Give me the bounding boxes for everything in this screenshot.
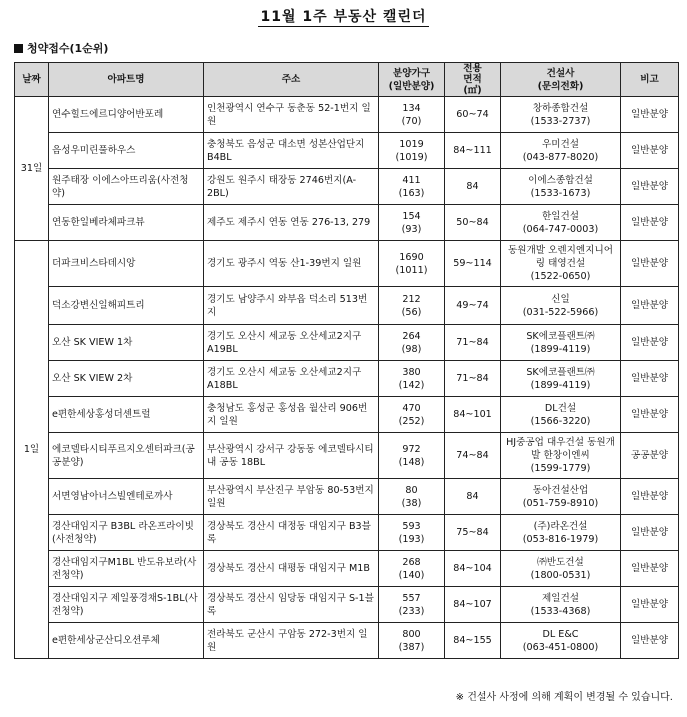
builder-cell: SK에코플랜트㈜ (1899-4119) (501, 361, 621, 397)
units-cell: 593 (193) (379, 515, 445, 551)
builder-cell: 동원개발 오렌지엔지니어링 태영건설 (1522-0650) (501, 241, 621, 287)
area-cell: 60~74 (445, 97, 501, 133)
table-row (15, 515, 679, 551)
apartment-name-cell: 음성우미린풀하우스 (49, 133, 204, 169)
units-cell: 470 (252) (379, 397, 445, 433)
apartment-name-cell: 경산대임지구M1BL 반도유보라(사전청약) (49, 551, 204, 587)
note-cell: 일반분양 (621, 479, 679, 515)
apartment-name-cell: 오산 SK VIEW 1차 (49, 325, 204, 361)
area-cell: 84~111 (445, 133, 501, 169)
apartment-name-cell: 더파크비스타데시앙 (49, 241, 204, 287)
header-area: 전용 면적 (㎡) (445, 63, 501, 97)
note-cell: 일반분양 (621, 169, 679, 205)
note-cell: 일반분양 (621, 241, 679, 287)
address-cell: 부산광역시 강서구 강동동 에코델타시티 내 공동 18BL (204, 433, 379, 479)
area-cell: 50~84 (445, 205, 501, 241)
table-row (15, 133, 679, 169)
header-note: 비고 (621, 63, 679, 97)
address-cell: 충청남도 홍성군 홍성읍 월산리 906번지 일원 (204, 397, 379, 433)
square-bullet-icon (14, 44, 23, 53)
builder-cell: 제일건설 (1533-4368) (501, 587, 621, 623)
area-cell: 84~101 (445, 397, 501, 433)
apartment-name-cell: 연수힐드에르디양어반포레 (49, 97, 204, 133)
header-units: 분양가구 (일반분양) (379, 63, 445, 97)
units-cell: 800 (387) (379, 623, 445, 659)
address-cell: 경상북도 경산시 대평동 대임지구 M1B (204, 551, 379, 587)
header-builder: 건설사 (문의전화) (501, 63, 621, 97)
builder-cell: 동아건설산업 (051-759-8910) (501, 479, 621, 515)
area-cell: 84 (445, 479, 501, 515)
date-cell: 31일 (15, 97, 49, 241)
area-cell: 71~84 (445, 325, 501, 361)
apartment-name-cell: 경산대임지구 제일풍경채S-1BL(사전청약) (49, 587, 204, 623)
units-cell: 268 (140) (379, 551, 445, 587)
address-cell: 경기도 오산시 세교동 오산세교2지구 A18BL (204, 361, 379, 397)
table-row (15, 361, 679, 397)
note-cell: 일반분양 (621, 515, 679, 551)
apartment-name-cell: e편한세상군산디오션루체 (49, 623, 204, 659)
units-cell: 264 (98) (379, 325, 445, 361)
address-cell: 충청북도 음성군 대소면 성본산업단지 B4BL (204, 133, 379, 169)
units-cell: 972 (148) (379, 433, 445, 479)
apartment-name-cell: e편한세상홍성더센트럴 (49, 397, 204, 433)
builder-cell: SK에코플랜트㈜ (1899-4119) (501, 325, 621, 361)
note-cell: 일반분양 (621, 205, 679, 241)
units-cell: 411 (163) (379, 169, 445, 205)
area-cell: 71~84 (445, 361, 501, 397)
address-cell: 경상북도 경산시 임당동 대임지구 S-1블록 (204, 587, 379, 623)
footnote: ※ 건설사 사정에 의해 계획이 변경될 수 있습니다. (455, 692, 673, 703)
table-row (15, 325, 679, 361)
note-cell: 일반분양 (621, 397, 679, 433)
area-cell: 84~155 (445, 623, 501, 659)
table-header-row (15, 63, 679, 97)
apartment-name-cell: 덕소강변신일해피트리 (49, 287, 204, 325)
table-body (15, 97, 679, 659)
apartment-name-cell: 서면영남아너스빌엔테로까사 (49, 479, 204, 515)
table-row (15, 397, 679, 433)
builder-cell: ㈜반도건설 (1800-0531) (501, 551, 621, 587)
units-cell: 380 (142) (379, 361, 445, 397)
address-cell: 경기도 남양주시 와부읍 덕소리 513번지 (204, 287, 379, 325)
note-cell: 일반분양 (621, 133, 679, 169)
area-cell: 59~114 (445, 241, 501, 287)
note-cell: 일반분양 (621, 361, 679, 397)
table-row (15, 287, 679, 325)
area-cell: 75~84 (445, 515, 501, 551)
area-cell: 84~107 (445, 587, 501, 623)
builder-cell: 한일건설 (064-747-0003) (501, 205, 621, 241)
area-cell: 84 (445, 169, 501, 205)
units-cell: 212 (56) (379, 287, 445, 325)
address-cell: 경상북도 경산시 대정동 대임지구 B3블록 (204, 515, 379, 551)
address-cell: 부산광역시 부산진구 부암동 80-53번지 일원 (204, 479, 379, 515)
apartment-name-cell: 연동한일베라체파크뷰 (49, 205, 204, 241)
table-row (15, 587, 679, 623)
address-cell: 경기도 오산시 세교동 오산세교2지구 A19BL (204, 325, 379, 361)
builder-cell: 신일 (031-522-5966) (501, 287, 621, 325)
address-cell: 강원도 원주시 태장동 2746번지(A-2BL) (204, 169, 379, 205)
table-row (15, 205, 679, 241)
address-cell: 제주도 제주시 연동 연동 276-13, 279 (204, 205, 379, 241)
note-cell: 일반분양 (621, 623, 679, 659)
address-cell: 인천광역시 연수구 동춘동 52-1번지 일원 (204, 97, 379, 133)
apartment-name-cell: 에코델타시티푸르지오센터파크(공공분양) (49, 433, 204, 479)
note-cell: 일반분양 (621, 287, 679, 325)
builder-cell: 우미건설 (043-877-8020) (501, 133, 621, 169)
builder-cell: (주)라온건설 (053-816-1979) (501, 515, 621, 551)
area-cell: 74~84 (445, 433, 501, 479)
address-cell: 경기도 광주시 역동 산1-39번지 일원 (204, 241, 379, 287)
table-row (15, 433, 679, 479)
page-title: 11월 1주 부동산 캘린더 (260, 9, 427, 25)
builder-cell: DL E&C (063-451-0800) (501, 623, 621, 659)
table-row (15, 169, 679, 205)
units-cell: 1690 (1011) (379, 241, 445, 287)
table-row (15, 241, 679, 287)
units-cell: 134 (70) (379, 97, 445, 133)
units-cell: 154 (93) (379, 205, 445, 241)
apartment-name-cell: 오산 SK VIEW 2차 (49, 361, 204, 397)
subscription-calendar-table (14, 62, 679, 659)
builder-cell: HJ중공업 대우건설 동원개발 한창이엔씨 (1599-1779) (501, 433, 621, 479)
note-cell: 공공분양 (621, 433, 679, 479)
area-cell: 49~74 (445, 287, 501, 325)
table-row (15, 479, 679, 515)
date-cell: 1일 (15, 241, 49, 659)
builder-cell: 창하종합건설 (1533-2737) (501, 97, 621, 133)
note-cell: 일반분양 (621, 325, 679, 361)
units-cell: 557 (233) (379, 587, 445, 623)
table-row (15, 551, 679, 587)
units-cell: 80 (38) (379, 479, 445, 515)
area-cell: 84~104 (445, 551, 501, 587)
address-cell: 전라북도 군산시 구암동 272-3번지 일원 (204, 623, 379, 659)
note-cell: 일반분양 (621, 587, 679, 623)
header-address: 주소 (204, 63, 379, 97)
header-apartment-name: 아파트명 (49, 63, 204, 97)
builder-cell: 이에스종합건설 (1533-1673) (501, 169, 621, 205)
note-cell: 일반분양 (621, 551, 679, 587)
table-row (15, 97, 679, 133)
units-cell: 1019 (1019) (379, 133, 445, 169)
builder-cell: DL건설 (1566-3220) (501, 397, 621, 433)
header-date: 날짜 (15, 63, 49, 97)
table-row (15, 623, 679, 659)
section-heading: 청약접수(1순위) (14, 40, 108, 56)
apartment-name-cell: 경산대임지구 B3BL 라온프라이빗(사전청약) (49, 515, 204, 551)
apartment-name-cell: 원주태장 이에스아뜨리움(사전청약) (49, 169, 204, 205)
note-cell: 일반분양 (621, 97, 679, 133)
